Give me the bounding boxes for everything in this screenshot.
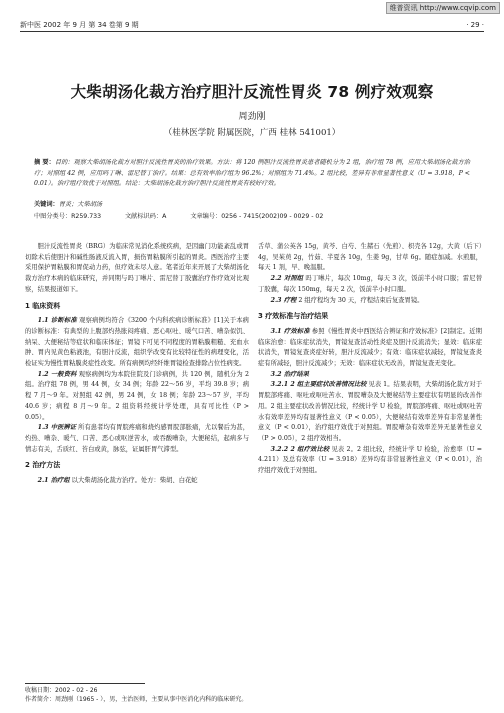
section-heading-2: 2 治疗方法 — [25, 461, 61, 470]
running-head — [20, 20, 484, 32]
subsection-label: 1.2 一般资料 — [37, 370, 77, 378]
section-heading-3: 3 疗效标准与治疗结果 — [258, 312, 329, 321]
article-number: 文章编号：0256 - 7415(2002)09 - 0029 - 02 — [190, 213, 324, 220]
abstract-text: 目的：观察大柴胡汤化裁方对胆汁反流性胃炎的治疗效果。方法：将 120 例胆汁反流性胃炎患者随机分为 2 组，治疗组 78 例，应用大柴胡汤化裁方治疗；对照组 42 例，应用吗丁啉、雷尼替丁治疗。结果：总有效率治疗组为 96.2%；对照组为 71.4%。2 组比较，差异有非常显著性意义（U = 3.918，P < 0.01）。治疗组疗效优于对照组。结论：大柴胡汤化裁方治疗胆汁反流性胃炎有较好疗效。 — [34, 159, 470, 187]
document-code: 文献标识码：A — [124, 213, 167, 220]
abstract — [34, 158, 470, 190]
subsection-label: 3.1 疗效标准 — [270, 327, 310, 335]
clc-number: 中图分类号：R259.733 — [34, 213, 102, 220]
page-number: · 29 · — [466, 21, 484, 29]
received-date: 收稿日期：2002 - 02 - 26 — [25, 687, 98, 694]
article-title: 大柴胡汤化裁方治疗胆汁反流性胃炎 78 例疗效观察 — [70, 83, 434, 101]
paragraph-text: 所有患者均有胃脘疼痛和烧灼感胃脘部胀痛，尤以餐后为甚，灼热、嘈杂、暖气、口苦、恶心或呕逆苦水，或吞酸嘈杂，大便秘结，起病多与情志有关，舌质红、苔白或黄，脉弦，证属肝胃气滞型。 — [25, 424, 249, 453]
subsection-label: 2.3 疗程 — [270, 296, 297, 304]
right-column — [258, 242, 482, 477]
subsection-label: 2.2 对照组 — [270, 275, 304, 283]
left-column — [25, 242, 249, 487]
author-bio: 作者简介：周劲刚（1965 - ），男，主治医师，主要从事中医消化内科的临床研究。 — [25, 696, 248, 703]
subsection-label: 1.3 中医辨证 — [37, 424, 77, 432]
paragraph-2-3 — [258, 296, 482, 307]
paragraph-1-1 — [25, 316, 249, 370]
subsection-label: 3.2 治疗结果 — [270, 370, 309, 378]
watermark: 维普资讯 http://www.cqvip.com — [386, 2, 500, 14]
paragraph-text: 见表 1。结果表明，大柴胡汤化裁方对于胃脘部疼痛、呕吐或呕吐苦水、胃脘嘈杂及大便秘结等主要症状有明显的改善作用。2 组主要症状改善情况比较，经统计学 U 检验，胃脘部疼痛、呕吐或呕吐苦水有效率差异均有显著性意义（P < 0.05），大便秘结有效率差异有非常显著性意义（P < 0.01），治疗组疗效优于对照组。胃脘嘈杂有效率差异无显著性意义（P > 0.05），2 组疗效相当。 — [258, 381, 482, 442]
paragraph-text: 观察病例均符合《3200 个内科疾病诊断标准》[1]关于本病的诊断标准：有典型的上腹部灼热胀闷疼痛、恶心呕吐、暖气口苦、嘈杂似饥、纳呆、大便秘结等症状和临床体征；胃镜下可见不同程度的胃粘膜粗糙、充血水肿、胃内见黄色粘液池，有胆汁反流，组织学改变有比较特征性的病理变化，活检证实为慢性胃粘膜炎症性改变。所有病例均经纤维胃镜检查排除占位性病变。 — [25, 317, 249, 368]
paragraph-3-2-1 — [258, 380, 482, 444]
section-heading-1: 1 临床资料 — [25, 301, 61, 310]
subsection-label: 1.1 诊断标准 — [37, 317, 77, 325]
paragraph-2-1 — [25, 476, 249, 487]
paragraph-3-2-2 — [258, 445, 482, 477]
paragraph-text: 观察病例均为本院住院及门诊病例，共 120 例，随机分为 2 组。治疗组 78 例，男 44 例，女 34 例；年龄 22～56 岁，平均 39.8 岁；病程 7 月～9 年。对照组 42 例，男 24 例，女 18 例；年龄 23～57 岁，平均 40.6 岁；病程 8 月～9 年。2 组资料经统计学处理，具有可比性（P > 0.05）。 — [25, 370, 249, 421]
footnote — [25, 686, 485, 704]
continued-paragraph: 舌草、蒲公英各 15g，黄芩、白芍、生赭石（先煎）、枳壳各 12g，大黄（后下）4g，吴茱萸 2g，竹茹、半夏各 10g，生姜 9g，甘草 6g。随症加减。水煎服，每天 1 剂，早、晚温服。 — [258, 243, 482, 272]
paragraph-text: 以大柴胡汤化裁方治疗。处方：柴胡、白花蛇 — [71, 477, 198, 485]
paragraph-1-3 — [25, 423, 249, 455]
paragraph-text: 2 组疗程均为 30 天，疗程结束后复查胃镜。 — [298, 296, 424, 304]
author-name: 周劲刚 — [238, 112, 266, 122]
paragraph-text: 参照《慢性胃炎中西医结合辨证和疗效标准》[2]制定。近期临床治愈：临床症状消失，胃镜复查活动性炎症及胆汁反流消失；显效：临床症状消失，胃镜复查炎症好转，胆汁反流减少；有效：临床症状减轻，胃镜复查炎症有所减轻，胆汁反流减少；无效：临床症状无改善，胃镜复查无变化。 — [258, 327, 482, 368]
paragraph-2-2 — [258, 274, 482, 295]
subsection-label: 3.2.2 2 组疗效比较 — [270, 445, 330, 453]
abstract-label: 摘 要： — [34, 159, 55, 166]
paragraph-3-1 — [258, 327, 482, 370]
paragraph-3-2 — [258, 370, 482, 381]
classification-line — [34, 211, 470, 220]
intro-paragraph: 胆汁反流性胃炎（BRG）为临床常见消化系统疾病，是因幽门功能紊乱或胃切除术后使胆汁和碱性肠液反流入胃，损伤胃粘膜所引起的胃炎。西医治疗主要采用保护胃粘膜和胃促动力药，但疗效未尽人意。笔者近年来开展了大柴胡汤化裁方治疗本病的临床研究，并同期与吗丁啉片、雷尼替丁胶囊治疗作疗效对比观察，结果报道如下。 — [25, 243, 249, 293]
footnote-divider — [25, 683, 145, 684]
journal-info: 新中医 2002 年 9 月 第 34 卷第 9 期 — [20, 21, 139, 29]
keywords-text: 胃炎；大柴胡汤 — [58, 201, 103, 208]
subsection-label: 3.2.1 2 组主要症状改善情况比较 — [270, 381, 367, 389]
author-affiliation: （桂林医学院 附属医院，广西 桂林 541001） — [163, 128, 341, 138]
paragraph-1-2 — [25, 370, 249, 424]
subsection-label: 2.1 治疗组 — [37, 477, 70, 485]
keywords — [34, 199, 470, 208]
paragraph-text: 吗丁啉片，每次 10mg，每天 3 次，饭前半小时口服；雷尼替丁胶囊，每次 150mg，每天 2 次，饭前半小时口服。 — [258, 275, 482, 293]
keywords-label: 关键词： — [34, 201, 59, 208]
paragraph-text: 见表 2。2 组比较，经统计学 U 检验，治愈率（U = 4.211）及总有效率（U = 3.918）差异均有非常显著性意义（P < 0.01），治疗组疗效优于对照组。 — [258, 445, 482, 475]
